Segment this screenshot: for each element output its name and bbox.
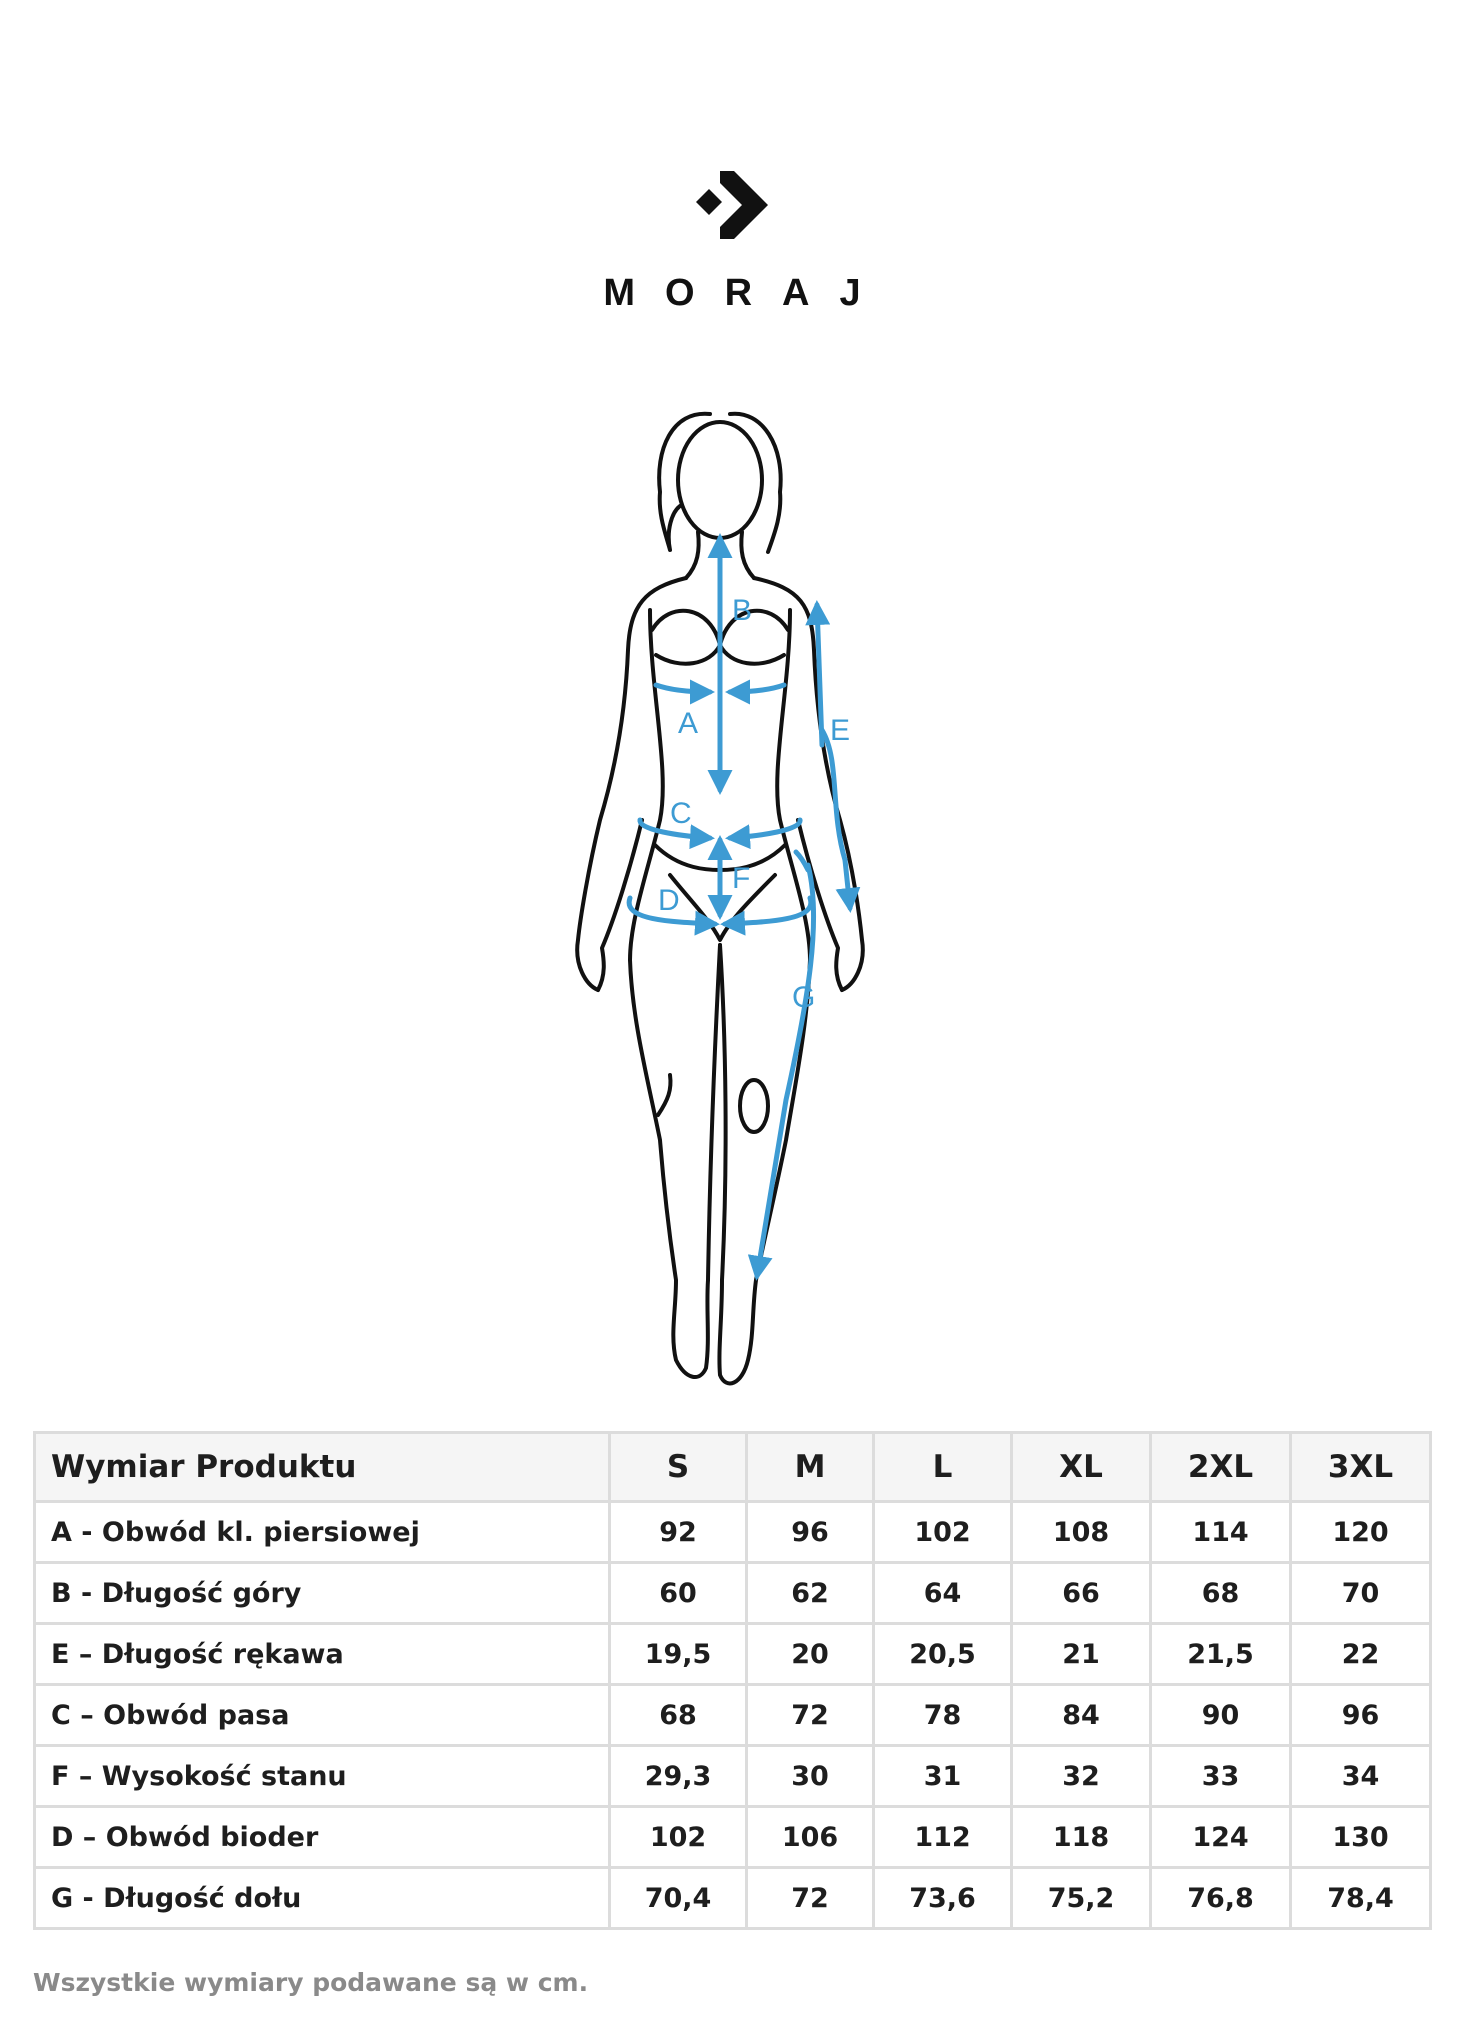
cell: 76,8 <box>1151 1868 1291 1929</box>
cell: 118 <box>1012 1807 1151 1868</box>
cell: 19,5 <box>610 1624 747 1685</box>
cell: 31 <box>874 1746 1012 1807</box>
header-size: XL <box>1012 1433 1151 1502</box>
cell: 96 <box>1291 1685 1431 1746</box>
cell: 75,2 <box>1012 1868 1151 1929</box>
table-row <box>35 1502 1431 1563</box>
cell: 102 <box>874 1502 1012 1563</box>
row-label: E – Długość rękawa <box>35 1624 610 1685</box>
cell: 73,6 <box>874 1868 1012 1929</box>
cell: 120 <box>1291 1502 1431 1563</box>
table-row <box>35 1807 1431 1868</box>
body-diagram <box>560 400 900 1420</box>
logo-mark-icon <box>692 165 772 245</box>
row-label: G - Długość dołu <box>35 1868 610 1929</box>
row-label: F – Wysokość stanu <box>35 1746 610 1807</box>
measurement-figure <box>560 400 900 1424</box>
cell: 32 <box>1012 1746 1151 1807</box>
cell: 64 <box>874 1563 1012 1624</box>
cell: 29,3 <box>610 1746 747 1807</box>
label-g: G <box>792 981 816 1014</box>
cell: 130 <box>1291 1807 1431 1868</box>
cell: 70 <box>1291 1563 1431 1624</box>
cell: 20,5 <box>874 1624 1012 1685</box>
header-dimension: Wymiar Produktu <box>35 1433 610 1502</box>
cell: 70,4 <box>610 1868 747 1929</box>
header-size: 3XL <box>1291 1433 1431 1502</box>
cell: 96 <box>747 1502 874 1563</box>
row-label: A - Obwód kl. piersiowej <box>35 1502 610 1563</box>
table-row <box>35 1746 1431 1807</box>
table-row <box>35 1624 1431 1685</box>
cell: 112 <box>874 1807 1012 1868</box>
cell: 66 <box>1012 1563 1151 1624</box>
cell: 124 <box>1151 1807 1291 1868</box>
label-a: A <box>678 707 699 740</box>
table-row <box>35 1685 1431 1746</box>
cell: 92 <box>610 1502 747 1563</box>
size-table <box>33 1431 1432 1930</box>
cell: 21,5 <box>1151 1624 1291 1685</box>
cell: 72 <box>747 1685 874 1746</box>
label-c: C <box>670 797 692 830</box>
cell: 106 <box>747 1807 874 1868</box>
table-header-row <box>35 1433 1431 1502</box>
label-e: E <box>830 714 851 747</box>
row-label: B - Długość góry <box>35 1563 610 1624</box>
header-size: S <box>610 1433 747 1502</box>
cell: 60 <box>610 1563 747 1624</box>
header-size: M <box>747 1433 874 1502</box>
cell: 108 <box>1012 1502 1151 1563</box>
cell: 21 <box>1012 1624 1151 1685</box>
cell: 102 <box>610 1807 747 1868</box>
label-d: D <box>658 884 680 917</box>
cell: 114 <box>1151 1502 1291 1563</box>
cell: 72 <box>747 1868 874 1929</box>
brand-name: MORAJ <box>603 272 891 314</box>
cell: 34 <box>1291 1746 1431 1807</box>
cell: 33 <box>1151 1746 1291 1807</box>
cell: 78 <box>874 1685 1012 1746</box>
label-b: B <box>732 594 753 627</box>
table-row <box>35 1563 1431 1624</box>
header-size: L <box>874 1433 1012 1502</box>
cell: 90 <box>1151 1685 1291 1746</box>
cell: 84 <box>1012 1685 1151 1746</box>
cell: 68 <box>1151 1563 1291 1624</box>
header-size: 2XL <box>1151 1433 1291 1502</box>
cell: 20 <box>747 1624 874 1685</box>
cell: 22 <box>1291 1624 1431 1685</box>
row-label: C – Obwód pasa <box>35 1685 610 1746</box>
row-label: D – Obwód bioder <box>35 1807 610 1868</box>
brand-logo <box>0 165 1464 245</box>
cell: 30 <box>747 1746 874 1807</box>
cell: 62 <box>747 1563 874 1624</box>
table-row <box>35 1868 1431 1929</box>
units-note: Wszystkie wymiary podawane są w cm. <box>33 1968 589 1997</box>
label-f: F <box>732 862 751 895</box>
cell: 68 <box>610 1685 747 1746</box>
cell: 78,4 <box>1291 1868 1431 1929</box>
